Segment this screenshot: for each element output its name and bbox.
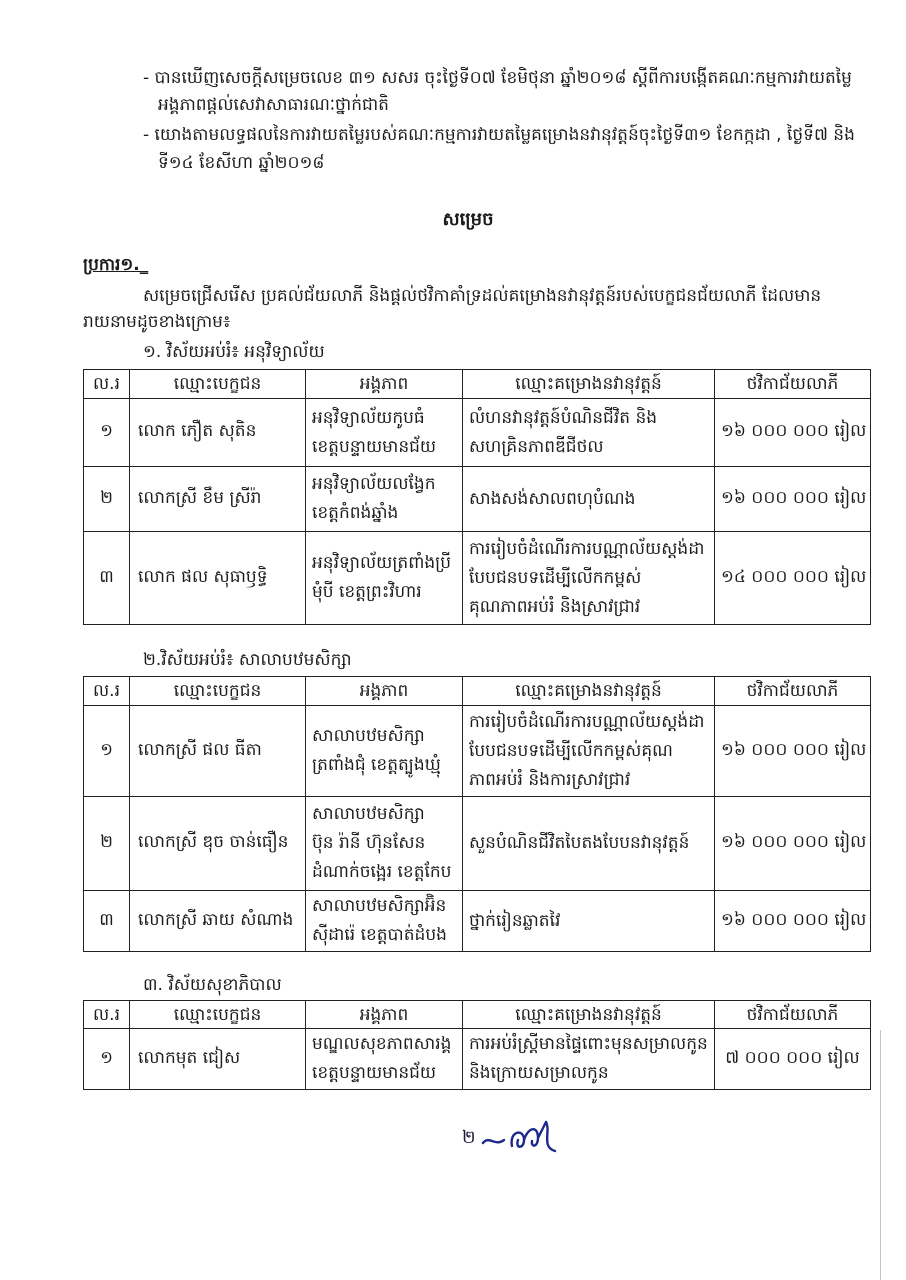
- table-header-row: [84, 1001, 871, 1029]
- awardees-table-primary-school: [83, 676, 871, 952]
- table-row: [84, 1029, 871, 1090]
- header-unit: អង្គភាព: [306, 677, 463, 706]
- cell-line: មណ្ឌលសុខភាពសារង្គ: [312, 1034, 452, 1054]
- cell-candidate: លោក ភឿត សុតិន: [130, 399, 306, 467]
- cell-line: សួនបំណិនជីវិតបៃតងបែបនវានុវត្តន៍: [469, 833, 690, 853]
- cell-no: ១: [84, 399, 130, 467]
- cell-line: បែបជនបទដើម្បីលើកកម្ពស់គុណ: [469, 740, 673, 761]
- cell-line: ការរៀបចំដំណើរការបណ្ណាល័យស្តង់ដា: [469, 538, 705, 559]
- cell-line: មុំបី ខេត្តព្រះវិហារ: [312, 582, 422, 602]
- cell-no: ៣: [84, 532, 130, 625]
- cell-line: អនុវិទ្យាល័យត្រពាំងប្រី: [312, 553, 452, 573]
- cell-line: សហគ្រិនភាពឌីជីថល: [469, 436, 604, 457]
- cell-candidate: លោកស្រី ឆាយ សំណាង: [130, 891, 306, 952]
- cell-line: ខេត្តកំពង់ឆ្នាំង: [312, 503, 399, 523]
- cell-no: ១: [84, 1029, 130, 1090]
- cell-unit: [306, 399, 463, 467]
- cell-line: បែបជនបទដើម្បីលើកកម្ពស់: [469, 567, 642, 588]
- header-unit: អង្គភាព: [306, 370, 463, 399]
- cell-line: ថ្នាក់រៀនឆ្លាតវៃ: [469, 910, 561, 931]
- scan-edge-divider: [880, 1030, 881, 1280]
- cell-budget: ១៤ ០០០ ០០០ រៀល: [715, 532, 871, 625]
- header-project: ឈ្មោះគម្រោងនវានុវត្តន៍: [463, 370, 715, 399]
- table-row: [84, 797, 871, 891]
- cell-line: ដំណាក់ចង្អេរ ខេត្តកែប: [312, 862, 452, 882]
- cell-line: និងក្រោយសម្រាលកូន: [469, 1063, 609, 1083]
- section-heading-secondary-school: ១. វិស័យអប់រំ៖ អនុវិទ្យាល័យ: [143, 342, 325, 362]
- cell-candidate: លោកស្រី ឌុច ចាន់ធឿន: [130, 797, 306, 891]
- header-candidate: ឈ្មោះបេក្ខជន: [130, 370, 306, 399]
- cell-line: ខេត្តបន្ទាយមានជ័យ: [312, 1063, 437, 1083]
- table-header-row: [84, 677, 871, 706]
- cell-line: គុណភាពអប់រំ និងស្រាវជ្រាវ: [469, 596, 641, 617]
- awardees-table-health: [83, 1000, 871, 1090]
- table-row: [84, 706, 871, 797]
- handwritten-initials-icon: [480, 1116, 570, 1160]
- header-no: ល.រ: [84, 370, 130, 399]
- cell-candidate: លោកស្រី ផល ធីតា: [130, 706, 306, 797]
- cell-no: ២: [84, 467, 130, 532]
- cell-budget: ៧ ០០០ ០០០ រៀល: [715, 1029, 871, 1090]
- cell-line: សាលាបឋមសិក្សា: [312, 726, 425, 746]
- cell-unit: [306, 797, 463, 891]
- cell-line: ការរៀបចំដំណើរការបណ្ណាល័យស្តង់ដា: [469, 711, 705, 732]
- cell-line: ការអប់រំស្ត្រីមានផ្ទៃពោះមុនសម្រាលកូន: [469, 1034, 708, 1054]
- cell-line: អនុវិទ្យាល័យលង្វែក: [312, 474, 436, 494]
- decision-heading: សម្រេច: [442, 209, 494, 230]
- table-row: [84, 467, 871, 532]
- cell-line: សាលាបឋមសិក្សាអ៊ិន: [312, 896, 447, 916]
- cell-line: ត្រពាំងជុំ ខេត្តត្បូងឃ្មុំ: [312, 755, 441, 775]
- cell-line: អនុវិទ្យាល័យកូបធំ: [312, 407, 425, 428]
- cell-unit: [306, 706, 463, 797]
- cell-candidate: លោក ផល សុធាឫទ្ធិ: [130, 532, 306, 625]
- cell-line: ស៊ីដារ៉េ ខេត្តបាត់ដំបង: [312, 925, 447, 945]
- article-label: ប្រការ១._: [83, 255, 149, 275]
- cell-line: សាងសង់សាលពហុបំណង: [469, 488, 636, 509]
- cell-project: [463, 467, 715, 532]
- cell-line: លំហនវានុវត្តន៍បំណិនជីវិត និង: [469, 407, 658, 428]
- preamble-clause-1-line-1: - បានឃើញសេចក្តីសម្រេចលេខ ៣១ សសរ ចុះថ្ងៃទី០៧ ខែមិថុនា ឆ្នាំ២០១៨ ស្តីពីការបង្កើតគណៈកម្មការវាយតម្លៃ: [143, 68, 852, 88]
- section-heading-health: ៣. វិស័យសុខាភិបាល: [143, 975, 282, 995]
- header-project: ឈ្មោះគម្រោងនវានុវត្តន៍: [463, 1001, 715, 1029]
- header-project: ឈ្មោះគម្រោងនវានុវត្តន៍: [463, 677, 715, 706]
- cell-no: ២: [84, 797, 130, 891]
- cell-project: [463, 532, 715, 625]
- cell-budget: ១៦ ០០០ ០០០ រៀល: [715, 797, 871, 891]
- cell-project: [463, 399, 715, 467]
- cell-unit: [306, 532, 463, 625]
- page-number: ២: [462, 1127, 476, 1148]
- cell-no: ១: [84, 706, 130, 797]
- cell-line: សាលាបឋមសិក្សា: [312, 804, 425, 824]
- cell-unit: [306, 891, 463, 952]
- cell-budget: ១៦ ០០០ ០០០ រៀល: [715, 399, 871, 467]
- header-unit: អង្គភាព: [306, 1001, 463, 1029]
- cell-candidate: លោកមុត ជៀស: [130, 1029, 306, 1090]
- cell-line: ភាពអប់រំ និងការស្រាវជ្រាវ: [469, 769, 631, 790]
- article-text-line-2: រាយនាមដូចខាងក្រោម៖: [83, 312, 231, 332]
- table-header-row: [84, 370, 871, 399]
- cell-project: [463, 706, 715, 797]
- cell-project: [463, 1029, 715, 1090]
- cell-budget: ១៦ ០០០ ០០០ រៀល: [715, 706, 871, 797]
- table-row: [84, 891, 871, 952]
- preamble-clause-1-line-2: អង្គភាពផ្តល់សេវាសាធារណៈថ្នាក់ជាតិ: [158, 95, 389, 115]
- header-budget: ថវិកាជ័យលាភី: [715, 677, 871, 706]
- cell-unit: [306, 1029, 463, 1090]
- cell-no: ៣: [84, 891, 130, 952]
- cell-unit: [306, 467, 463, 532]
- table-row: [84, 532, 871, 625]
- header-budget: ថវិកាជ័យលាភី: [715, 370, 871, 399]
- section-heading-primary-school: ២.វិស័យអប់រំ៖ សាលាបឋមសិក្សា: [143, 650, 352, 670]
- header-no: ល.រ: [84, 677, 130, 706]
- preamble-clause-2-line-1: - យោងតាមលទ្ធផលនៃការវាយតម្លៃរបស់គណៈកម្មការវាយតម្លៃគម្រោងនវានុវត្តន៍ចុះថ្ងៃទី៣១ ខែកក្កដា , ថ្ងៃទី៧ និង: [143, 125, 855, 145]
- awardees-table-secondary-school: [83, 369, 871, 625]
- table-row: [84, 399, 871, 467]
- cell-project: [463, 891, 715, 952]
- header-candidate: ឈ្មោះបេក្ខជន: [130, 677, 306, 706]
- cell-line: ខេត្តបន្ទាយមានជ័យ: [312, 436, 437, 457]
- header-no: ល.រ: [84, 1001, 130, 1029]
- header-candidate: ឈ្មោះបេក្ខជន: [130, 1001, 306, 1029]
- header-budget: ថវិកាជ័យលាភី: [715, 1001, 871, 1029]
- article-text-line-1: សម្រេចជ្រើសរើស ប្រគល់ជ័យលាភី និងផ្តល់ថវិកាគាំទ្រដល់គម្រោងនវានុវត្តន៍របស់បេក្ខជនជ័យលាភី ដែលមាន: [143, 286, 822, 306]
- cell-budget: ១៦ ០០០ ០០០ រៀល: [715, 891, 871, 952]
- cell-candidate: លោកស្រី ខឹម ស្រីរ៉ា: [130, 467, 306, 532]
- cell-line: ប៊ុន រ៉ានី ហ៊ុនសែន: [312, 833, 426, 853]
- cell-project: [463, 797, 715, 891]
- preamble-clause-2-line-2: ទី១៤ ខែសីហា ឆ្នាំ២០១៨: [158, 153, 325, 173]
- cell-budget: ១៦ ០០០ ០០០ រៀល: [715, 467, 871, 532]
